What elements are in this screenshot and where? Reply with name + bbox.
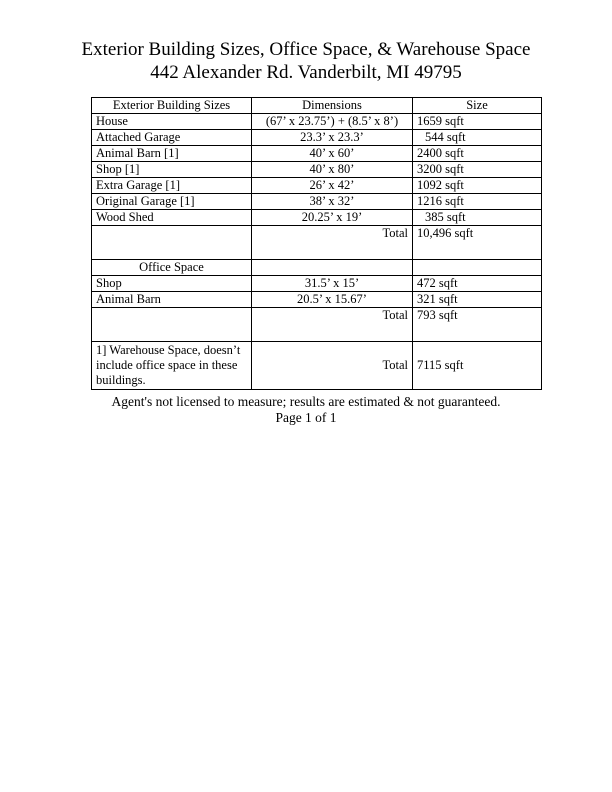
empty-cell: [252, 260, 413, 276]
warehouse-total-row: [92, 342, 542, 390]
office-space-header: Office Space: [92, 260, 252, 276]
exterior-total-value: 10,496 sqft: [413, 226, 542, 260]
document-title: Exterior Building Sizes, Office Space, & Warehouse Space: [81, 39, 531, 60]
page-number: Page 1 of 1: [275, 410, 337, 425]
office-total-row: [92, 308, 542, 342]
row-size: 321 sqft: [413, 292, 542, 308]
header-size: Size: [413, 98, 542, 114]
table-row: [92, 292, 542, 308]
row-label: Wood Shed: [92, 210, 252, 226]
warehouse-total-value: 7115 sqft: [413, 342, 542, 390]
row-label: Extra Garage [1]: [92, 178, 252, 194]
table-header-row: [92, 98, 542, 114]
header-dimensions: Dimensions: [252, 98, 413, 114]
table-row: [92, 194, 542, 210]
table-row: [92, 162, 542, 178]
row-size: 2400 sqft: [413, 146, 542, 162]
row-dimensions: 26’ x 42’: [252, 178, 413, 194]
row-size: 1092 sqft: [413, 178, 542, 194]
row-label: House: [92, 114, 252, 130]
row-label: Shop: [92, 276, 252, 292]
exterior-total-label: Total: [252, 226, 413, 260]
table-row: [92, 130, 542, 146]
row-label: Attached Garage: [92, 130, 252, 146]
row-size: 1659 sqft: [413, 114, 542, 130]
row-dimensions: 40’ x 60’: [252, 146, 413, 162]
empty-cell: [92, 308, 252, 342]
row-dimensions: 40’ x 80’: [252, 162, 413, 178]
row-label: Animal Barn: [92, 292, 252, 308]
row-label: Animal Barn [1]: [92, 146, 252, 162]
office-total-label: Total: [252, 308, 413, 342]
warehouse-note: 1] Warehouse Space, doesn’t include office space in these buildings.: [92, 342, 252, 390]
table-row: [92, 178, 542, 194]
row-size: 385 sqft: [413, 210, 542, 226]
exterior-total-row: [92, 226, 542, 260]
warehouse-total-label: Total: [252, 342, 413, 390]
row-dimensions: 20.25’ x 19’: [252, 210, 413, 226]
disclaimer: Agent's not licensed to measure; results are estimated & not guaranteed.: [111, 394, 501, 409]
row-size: 544 sqft: [413, 130, 542, 146]
table-row: [92, 276, 542, 292]
row-size: 3200 sqft: [413, 162, 542, 178]
row-size: 1216 sqft: [413, 194, 542, 210]
row-dimensions: 38’ x 32’: [252, 194, 413, 210]
office-header-row: [92, 260, 542, 276]
row-dimensions: 31.5’ x 15’: [252, 276, 413, 292]
header-exterior-building-sizes: Exterior Building Sizes: [92, 98, 252, 114]
row-dimensions: (67’ x 23.75’) + (8.5’ x 8’): [252, 114, 413, 130]
row-size: 472 sqft: [413, 276, 542, 292]
office-total-value: 793 sqft: [413, 308, 542, 342]
row-dimensions: 23.3’ x 23.3’: [252, 130, 413, 146]
table-row: [92, 210, 542, 226]
empty-cell: [413, 260, 542, 276]
row-dimensions: 20.5’ x 15.67’: [252, 292, 413, 308]
row-label: Shop [1]: [92, 162, 252, 178]
building-sizes-table: [91, 97, 542, 390]
table-row: [92, 146, 542, 162]
table-row: [92, 114, 542, 130]
row-label: Original Garage [1]: [92, 194, 252, 210]
property-address: 442 Alexander Rd. Vanderbilt, MI 49795: [150, 62, 462, 83]
empty-cell: [92, 226, 252, 260]
